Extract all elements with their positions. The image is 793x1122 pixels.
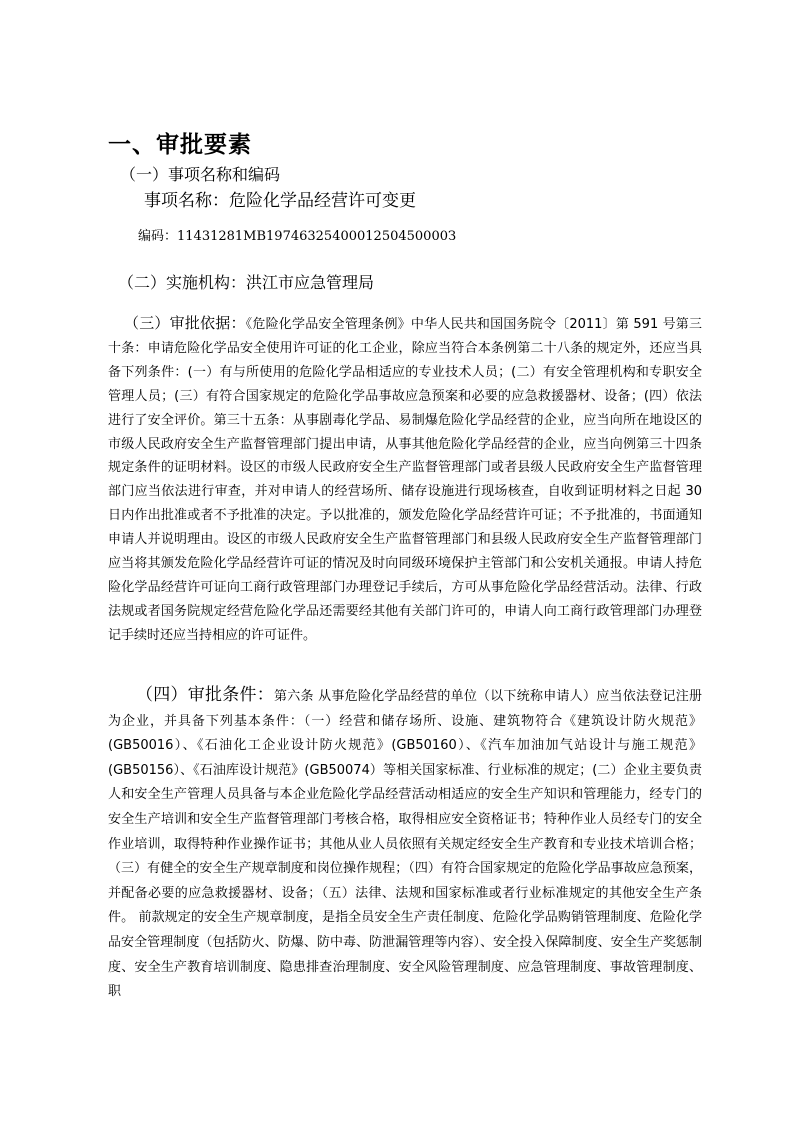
approval-conditions-body: 第六条 从事危险化学品经营的单位（以下统称申请人）应当依法登记注册为企业，并具备下列基本条件：（一）经营和储存场所、设施、建筑物符合《建筑设计防火规范》(GB50016）、《石油化工企业设计防火规范》(GB50160）、《汽车加油加气站设计与施工规范》(GB50156）、《石油库设计规范》(GB50074）等相关国家标准、行业标准的规定；(二）企业主要负责人和安全生产管理人员具备与本企业危险化学品经营活动相适应的安全生产知识和管理能力，经专门的安全生产培训和安全生产监督管理部门考核合格，取得相应安全资格证书；特种作业人员经专门的安全作业培训，取得特种作业操作证书；其他从业人员依照有关规定经安全生产教育和专业技术培训合格；（三）有健全的安全生产规章制度和岗位操作规程；（四）有符合国家规定的危险化学品事故应急预案，并配备必要的应急救援器材、设备；（五）法律、法规和国家标准或者行业标准规定的其他安全生产条件。 前款规定的安全生产规章制度，是指全员安全生产责任制度、危险化学品购销管理制度、危险化学品安全管理制度（包括防火、防爆、防中毒、防泄漏管理等内容）、安全投入保障制度、安全生产奖惩制度、安全生产教育培训制度、隐患排查治理制度、安全风险管理制度、应急管理制度、事故管理制度、职 [108, 689, 703, 1000]
item-code-line: 编码：11431281MB1974632540001250450000З [138, 229, 457, 244]
item-name-code-heading: （一）事项名称和编码 [120, 165, 281, 184]
approval-basis-paragraph [108, 312, 702, 648]
item-name-line: 事项名称：危险化学品经营许可变更 [144, 191, 416, 211]
section-title: 一、审批要素 [108, 132, 252, 158]
approval-conditions-paragraph [108, 683, 702, 1005]
implementing-agency-heading: （二）实施机构：洪江市应急管理局 [118, 273, 375, 292]
approval-basis-body: 《危险化学品安全管理条例》中华人民共和国国务院令〔2011〕第 591 号第三十条：申请危险化学品安全使用许可证的化工企业，除应当符合本条例第二十八条的规定外，还应当具备下列条件：(一）有与所使用的危险化学品相适应的专业技术人员；(二）有安全管理机构和专职安全管理人员；(三）有符合国家规定的危险化学品事故应急预案和必要的应急救援器材、设备；(四）依法进行了安全评价。第三十五条：从事剧毒化学品、易制爆危险化学品经营的企业，应当向所在地设区的市级人民政府安全生产监督管理部门提出申请，从事其他危险化学品经营的企业，应当向例第三十四条规定条件的证明材料。设区的市级人民政府安全生产监督管理部门或者县级人民政府安全生产监督管理部门应当依法进行审查，并对申请人的经营场所、储存设施进行现场核查，自收到证明材料之日起 30 日内作出批准或者不予批准的决定。予以批准的，颁发危险化学品经营许可证；不予批准的，书面通知申请人并说明理由。设区的市级人民政府安全生产监督管理部门和县级人民政府安全生产监督管理部门应当将其颁发危险化学品经营许可证的情况及时向同级环境保护主管部门和公安机关通报。申请人持危险化学品经营许可证向工商行政管理部门办理登记手续后，方可从事危险化学品经营活动。法律、行政法规或者国务院规定经营危险化学品还需要经其他有关部门许可的，申请人向工商行政管理部门办理登记手续时还应当持相应的许可证件。 [108, 317, 702, 643]
approval-conditions-heading: （四）审批条件： [136, 685, 274, 705]
approval-basis-heading: （三）审批依据： [124, 314, 246, 332]
